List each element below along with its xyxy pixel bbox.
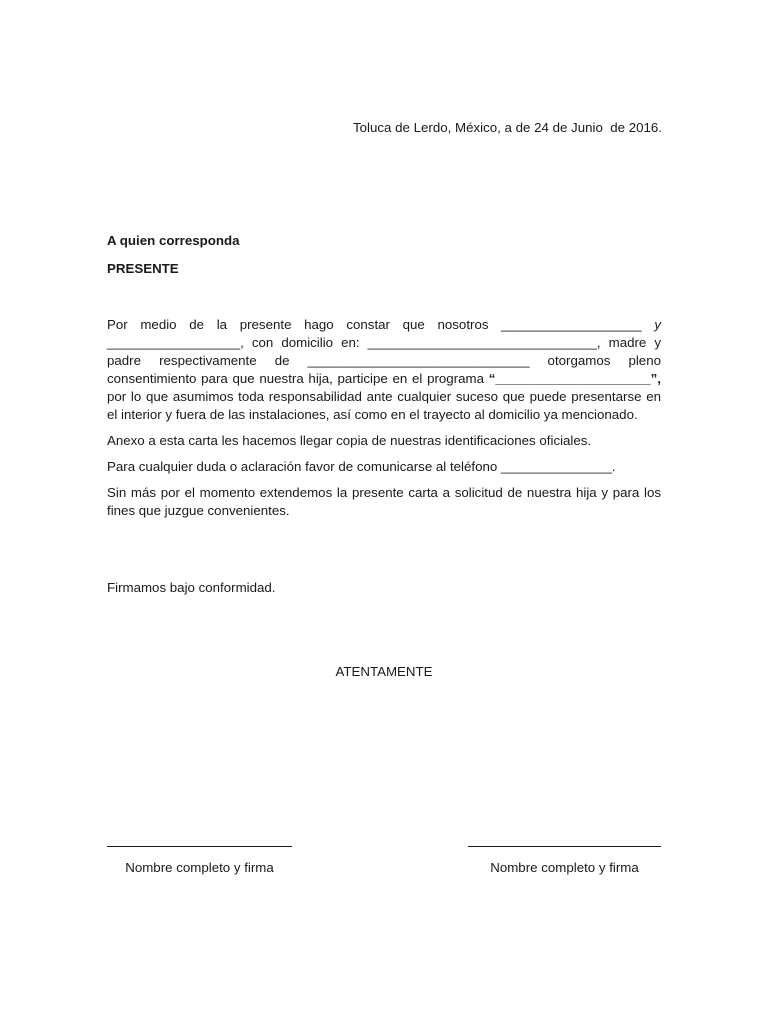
signature-line-left xyxy=(107,832,292,847)
paragraph-phone: Para cualquier duda o aclaración favor de comunicarse al teléfono _______________. xyxy=(107,459,616,474)
salutation: PRESENTE xyxy=(107,261,179,276)
paragraph-consent-part-b: __________________, con domicilio en: _______________________________, madre y padre respectivamente de ______________________________ otorgamos pleno consentimiento para que nuestra hija, participe en el programa xyxy=(107,335,661,386)
signature-left xyxy=(107,832,292,875)
paragraph-consent-part-a: Por medio de la presente hago constar que nosotros ___________________ xyxy=(107,317,655,332)
paragraph-annex: Anexo a esta carta les hacemos llegar copia de nuestras identificaciones oficiales. xyxy=(107,433,592,448)
date-line: Toluca de Lerdo, México, a de 24 de Junio de 2016. xyxy=(353,120,662,135)
closing-note: Firmamos bajo conformidad. xyxy=(107,580,276,595)
signature-line-right xyxy=(468,832,661,847)
paragraph-consent-part-c: por lo que asumimos toda responsabilidad ante cualquier suceso que puede presentarse en el interior y fuera de las instalaciones, así como en el trayecto al domicilio ya mencionado. xyxy=(107,389,661,422)
conjunction-y: y xyxy=(654,317,661,332)
recipient-line: A quien corresponda xyxy=(107,233,240,248)
letter-body xyxy=(107,316,661,528)
signature-label-right: Nombre completo y firma xyxy=(490,860,639,875)
signature-label-left: Nombre completo y firma xyxy=(125,860,274,875)
paragraph-closing: Sin más por el momento extendemos la presente carta a solicitud de nuestra hija y para los fines que juzgue convenientes. xyxy=(107,485,661,518)
closing-word: ATENTAMENTE xyxy=(335,664,433,679)
paragraph-consent xyxy=(107,316,661,424)
signature-right xyxy=(468,832,661,875)
program-blank: “_____________________”, xyxy=(488,371,661,386)
